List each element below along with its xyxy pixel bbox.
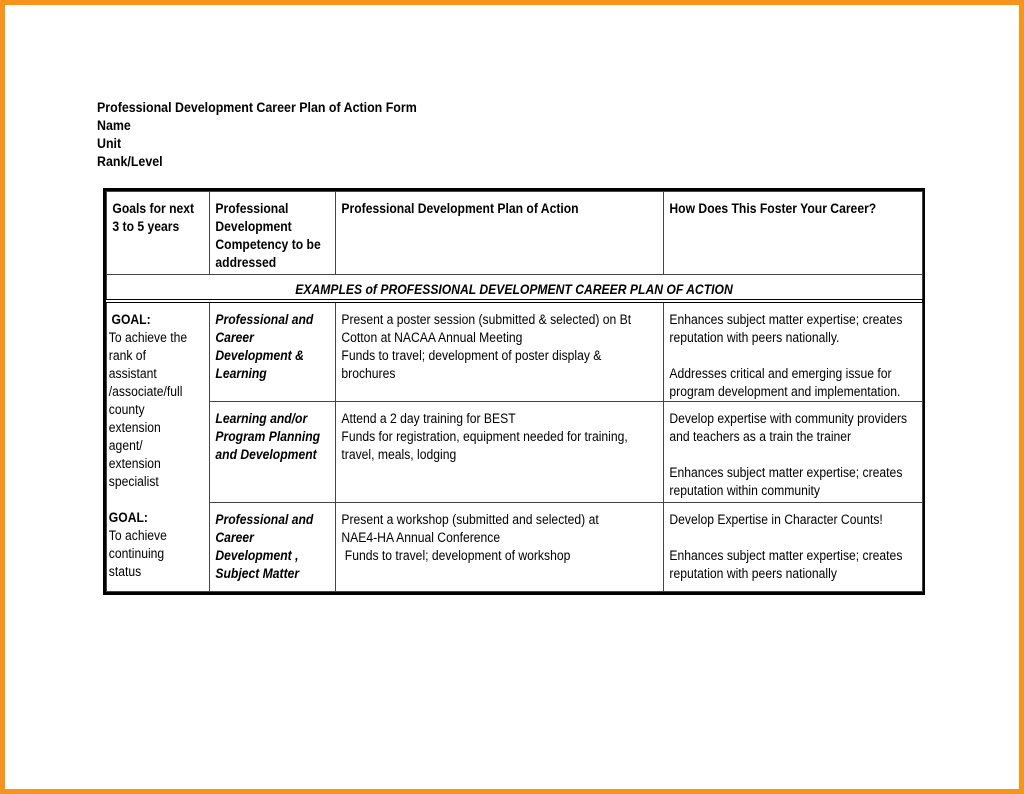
- competency-line: Program Planning: [215, 429, 321, 444]
- header-line: How Does This Foster Your Career?: [669, 201, 877, 216]
- foster-cell: [664, 402, 923, 503]
- competency-line: Development &: [215, 348, 304, 363]
- form-title: Professional Development Career Plan of Action Form: [97, 100, 417, 115]
- foster-cell: [664, 301, 923, 402]
- goal-line: assistant: [108, 366, 157, 381]
- goal-line: rank of: [108, 348, 146, 363]
- plan-cell: [336, 503, 664, 592]
- plan-cell: [336, 402, 664, 503]
- foster-line: reputation within community: [669, 483, 820, 498]
- spacer: [669, 347, 927, 365]
- rank-level-label: Rank/Level: [97, 154, 163, 169]
- header-foster: [664, 192, 923, 275]
- foster-cell: [664, 503, 923, 592]
- goal-line: /associate/full: [108, 384, 183, 399]
- plan-line: Funds to travel; development of poster display &: [341, 348, 602, 363]
- competency-cell: [210, 402, 336, 503]
- plan-line: Present a workshop (submitted and selected) at: [341, 512, 599, 527]
- foster-line: Enhances subject matter expertise; creates: [669, 312, 903, 327]
- header-line: addressed: [215, 255, 277, 270]
- competency-line: and Development: [215, 447, 317, 462]
- examples-banner-text: EXAMPLES of PROFESSIONAL DEVELOPMENT CAREER PLAN OF ACTION: [295, 282, 734, 297]
- spacer: [669, 529, 927, 547]
- plan-line: Present a poster session (submitted & selected) on Bt: [341, 312, 632, 327]
- plan-cell: [336, 301, 664, 402]
- form-header: [97, 99, 417, 171]
- goal-line: extension: [108, 420, 161, 435]
- table-row: [107, 301, 923, 402]
- foster-line: reputation with peers nationally.: [669, 330, 840, 345]
- plan-line: brochures: [341, 366, 396, 381]
- plan-line: Funds for registration, equipment needed for training,: [341, 429, 628, 444]
- competency-line: Career: [215, 530, 254, 545]
- goal-line: To achieve the: [108, 330, 188, 345]
- foster-line: Develop Expertise in Character Counts!: [669, 512, 883, 527]
- plan-line: Cotton at NACAA Annual Meeting: [341, 330, 523, 345]
- goal-label: GOAL:: [111, 312, 151, 327]
- foster-line: reputation with peers nationally: [669, 566, 837, 581]
- plan-line: Attend a 2 day training for BEST: [341, 411, 516, 426]
- header-competency: [210, 192, 336, 275]
- plan-line: Funds to travel; development of workshop: [341, 548, 571, 563]
- goal-line: agent/: [108, 438, 143, 453]
- goal-label: GOAL:: [108, 510, 148, 525]
- header-plan: [336, 192, 664, 275]
- competency-cell: [210, 503, 336, 592]
- goal-line: specialist: [108, 474, 159, 489]
- competency-line: Professional and: [215, 512, 314, 527]
- header-line: Professional: [215, 201, 289, 216]
- table-header-row: [107, 192, 923, 275]
- header-goals: [107, 192, 210, 275]
- examples-banner: [107, 275, 923, 302]
- header-line: Goals for next: [112, 201, 195, 216]
- header-line: Competency to be: [215, 237, 321, 252]
- goals-cell: [107, 301, 210, 592]
- foster-line: and teachers as a train the trainer: [669, 429, 852, 444]
- header-line: Development: [215, 219, 292, 234]
- foster-line: Enhances subject matter expertise; creates: [669, 465, 903, 480]
- foster-line: program development and implementation.: [669, 384, 901, 399]
- foster-line: Develop expertise with community providers: [669, 411, 908, 426]
- spacer: [109, 491, 211, 509]
- name-label: Name: [97, 118, 131, 133]
- competency-line: Subject Matter: [215, 566, 300, 581]
- goal-line: extension: [108, 456, 161, 471]
- goal-line: county: [108, 402, 145, 417]
- goal-line: continuing: [108, 546, 165, 561]
- spacer: [669, 446, 927, 464]
- header-line: Professional Development Plan of Action: [341, 201, 579, 216]
- examples-banner-row: [107, 275, 923, 302]
- header-line: 3 to 5 years: [112, 219, 180, 234]
- plan-line: travel, meals, lodging: [341, 447, 457, 462]
- foster-line: Addresses critical and emerging issue for: [669, 366, 892, 381]
- plan-line: NAE4-HA Annual Conference: [341, 530, 501, 545]
- foster-line: Enhances subject matter expertise; creates: [669, 548, 903, 563]
- competency-line: Learning and/or: [215, 411, 308, 426]
- competency-line: Career: [215, 330, 254, 345]
- table-row: [107, 503, 923, 592]
- competency-line: Learning: [215, 366, 267, 381]
- competency-cell: [210, 301, 336, 402]
- table-row: [107, 402, 923, 503]
- competency-line: Development ,: [215, 548, 299, 563]
- goal-line: To achieve: [108, 528, 167, 543]
- plan-table: [103, 188, 925, 595]
- competency-line: Professional and: [215, 312, 314, 327]
- unit-label: Unit: [97, 136, 122, 151]
- goal-line: status: [108, 564, 142, 579]
